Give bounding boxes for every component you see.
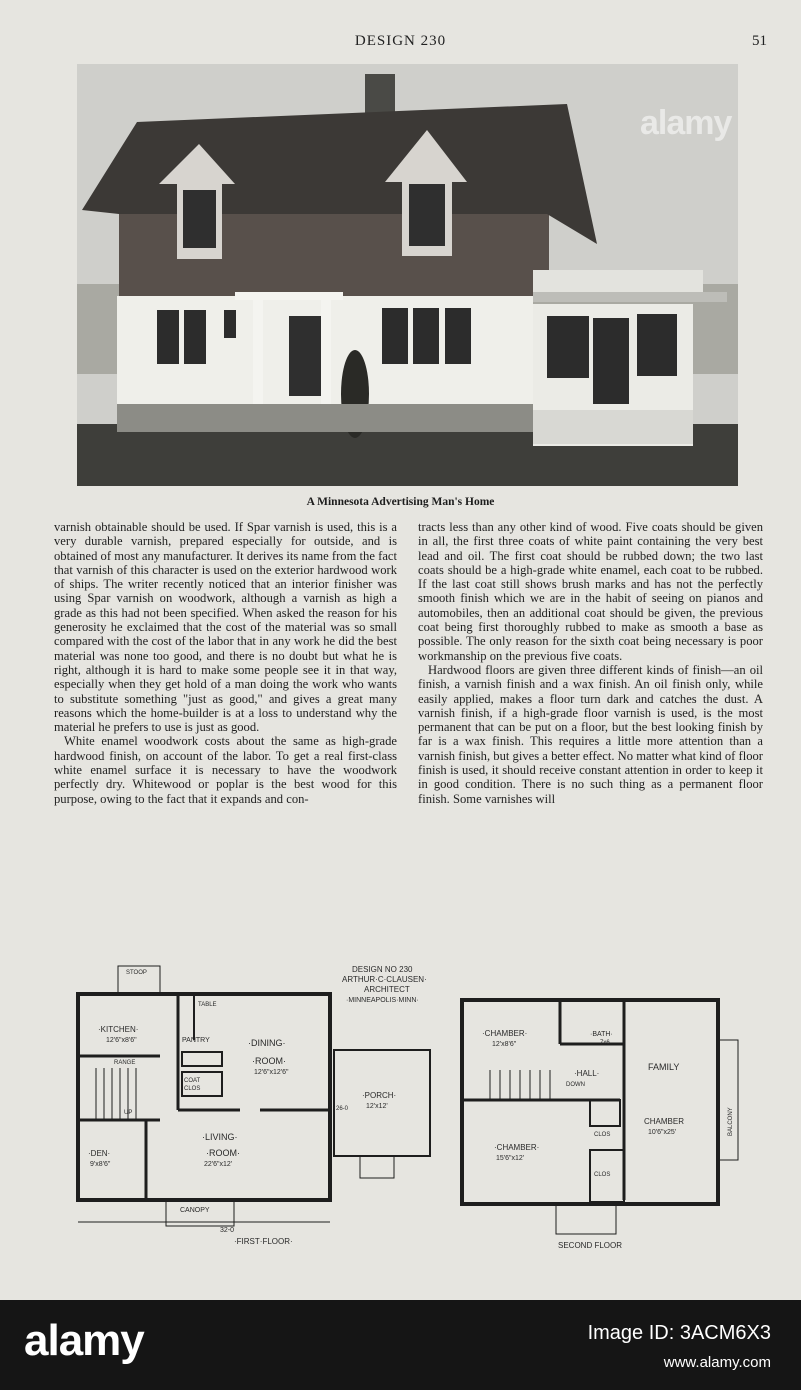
watermark-logo: alamy xyxy=(640,104,732,142)
dining-room-label: ·ROOM· xyxy=(252,1056,286,1066)
bath-dimensions: 7x6 xyxy=(600,1040,610,1046)
chamber-dimensions: 12'x8'6" xyxy=(492,1041,517,1048)
first-floor-depth: 26-0 xyxy=(336,1106,349,1112)
canopy-label: CANOPY xyxy=(180,1207,210,1214)
balcony-label: BALCONY xyxy=(728,1107,734,1136)
closet-label: CLOS xyxy=(184,1086,201,1092)
chamber-label: ·CHAMBER· xyxy=(494,1143,540,1152)
closet-label: CLOS xyxy=(594,1172,611,1178)
bath-label: ·BATH· xyxy=(590,1031,613,1038)
article-paragraph: varnish obtainable should be used. If Spar varnish is used, this is a very durable varnish, prepared especially for outside, and is obtained of most any manufacturer. It derives its name from the fact that varnish of this character is used on the exterior hardwood work of ships. The writer recently noticed that an interior finisher was using Spar varnish on woodwork, although a varnish as high a grade as this had not been specified. When asked the reason for his generosity he exclaimed that the cost of the material was so small compared with the cost of the labor that in any work he did the best material was none too good, and there is no doubt but what he is right, although it is hard to make some people see it in that way, especially when they get hold of a man doing the work who wants to substitute something "just as good," and gives a great many reasons which the home-builder is at a loss to understand why the material he prefers to use is just as good. xyxy=(54,520,397,735)
image-id: Image ID: 3ACM6X3 xyxy=(587,1322,771,1344)
article-left-column xyxy=(54,520,397,960)
house-photograph xyxy=(77,64,738,486)
design-note-line: DESIGN NO 230 xyxy=(352,965,413,974)
chamber-dimensions: 15'6"x12' xyxy=(496,1155,525,1162)
den-dimensions: 9'x8'6" xyxy=(90,1161,111,1168)
range-label: RANGE xyxy=(114,1060,136,1066)
design-note-line: ·MINNEAPOLIS·MINN· xyxy=(346,997,419,1004)
page-number: 51 xyxy=(752,33,767,49)
kitchen-dimensions: 12'6"x8'6" xyxy=(106,1037,137,1044)
porch-label: ·PORCH· xyxy=(362,1091,397,1100)
stock-footer xyxy=(0,1300,801,1390)
table-label: TABLE xyxy=(198,1002,217,1008)
page-header-title: DESIGN 230 xyxy=(354,33,447,49)
den-label: ·DEN· xyxy=(88,1149,111,1158)
hall-label: ·HALL· xyxy=(574,1069,600,1078)
second-floor-title: SECOND FLOOR xyxy=(558,1241,623,1250)
living-dimensions: 22'6"x12' xyxy=(204,1161,233,1168)
footer-url[interactable]: www.alamy.com xyxy=(663,1354,771,1371)
family-chamber-dimensions: 10'6"x25' xyxy=(648,1129,677,1136)
first-floor-width: 32-0 xyxy=(220,1227,235,1234)
first-floor-title: ·FIRST·FLOOR· xyxy=(234,1237,293,1246)
family-chamber-label: CHAMBER xyxy=(644,1117,685,1126)
article-paragraph: Hardwood floors are given three different kinds of finish—an oil finish, a varnish finish and a wax finish. An oil finish only, while easily applied, makes a floor turn dark and catches the dust. A varnish finish, if a high-grade floor varnish is used, is the most permanent that can be put on a floor, but the best looking finish by far is a wax finish. This requires a little more attention than a varnish finish, but gives a better effect. No matter what kind of floor finish is used, it should receive constant attention in order to keep it in good condition. There is no such thing as a permanent floor finish. Some varnishes will xyxy=(418,662,763,806)
article-paragraph: White enamel woodwork costs about the same as high-grade hardwood finish, on account of the labor. To get a real first-class white enamel surface it is necessary to have the woodwork perfectly dry. Whitewood or poplar is the best wood for this purpose, owing to the fact that it expands and con- xyxy=(54,734,397,806)
article-right-column xyxy=(418,520,763,960)
floor-plans xyxy=(60,960,760,1260)
article-paragraph: tracts less than any other kind of wood. Five coats should be given in all, the first three coats of white paint containing the very best lead and oil. The first coat should be rubbed down; the two last coats should be a high-grade white enamel, each coat to be rubbed. If the last coat still shows brush marks and has not the perfectly smooth finish which we are in the habit of seeing on pianos and automobiles, then an additional coat should be given, the previous coat being first thoroughly rubbed to make as smooth a base as possible. The only reason for the sixth coat being necessary is poor workmanship on the previous five coats. xyxy=(418,520,763,663)
alamy-logo: alamy xyxy=(24,1316,144,1365)
stoop-label: STOOP xyxy=(126,970,147,976)
coat-closet-label: COAT xyxy=(184,1078,201,1084)
stairs-down-label: DOWN xyxy=(566,1082,585,1088)
living-room-label: ·ROOM· xyxy=(206,1148,240,1158)
pantry-label: PANTRY xyxy=(182,1037,210,1044)
dining-dimensions: 12'6"x12'6" xyxy=(254,1069,289,1076)
design-note-line: ARCHITECT xyxy=(364,985,410,994)
porch-dimensions: 12'x12' xyxy=(366,1103,388,1110)
chamber-label: ·CHAMBER· xyxy=(482,1029,528,1038)
closet-label: CLOS xyxy=(594,1132,611,1138)
family-label: FAMILY xyxy=(648,1062,680,1072)
living-label: ·LIVING· xyxy=(202,1132,238,1142)
stairs-up-label: UP xyxy=(124,1110,133,1116)
dining-label: ·DINING· xyxy=(248,1038,286,1048)
kitchen-label: ·KITCHEN· xyxy=(98,1025,139,1034)
design-note-line: ARTHUR·C·CLAUSEN· xyxy=(342,975,427,984)
photo-caption: A Minnesota Advertising Man's Home xyxy=(306,496,495,508)
